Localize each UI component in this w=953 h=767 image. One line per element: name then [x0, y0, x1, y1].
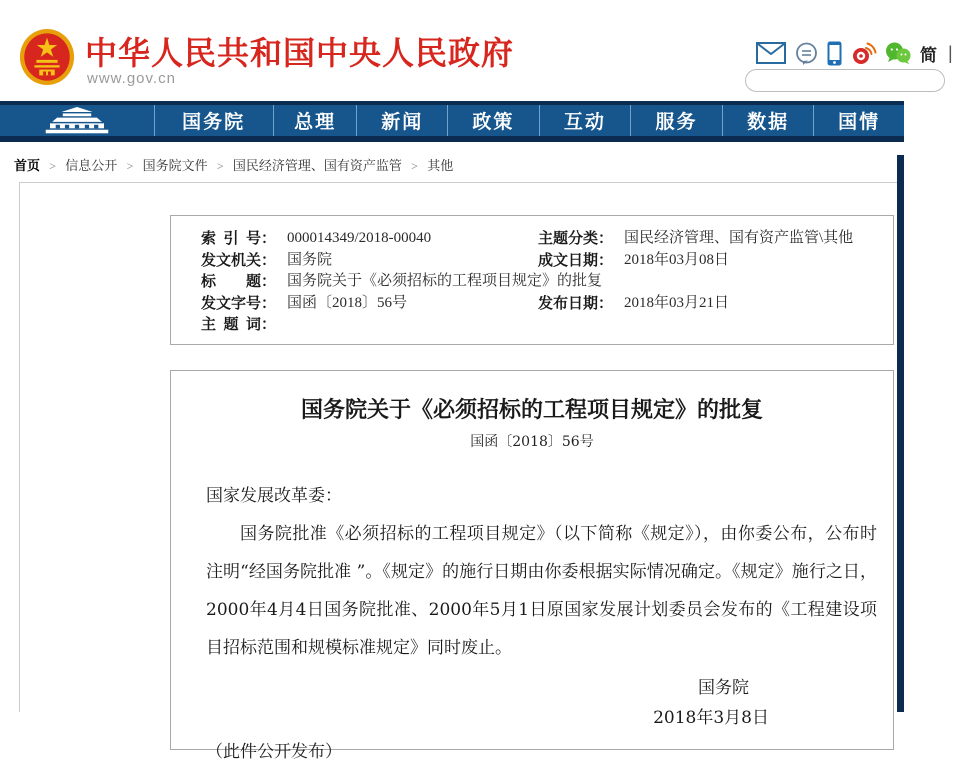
nav-item-data[interactable]: 数据 [722, 105, 814, 136]
header-divider: | [948, 42, 953, 63]
document-salutation: 国家发展改革委： [206, 486, 342, 506]
nav-item-state-council[interactable]: 国务院 [154, 105, 273, 136]
site-title[interactable]: 中华人民共和国中央人民政府 [85, 35, 515, 71]
meta-value-document-number: 国函〔2018〕56号 [287, 294, 408, 311]
meta-label-issuing-agency: 发文机关 [201, 251, 262, 269]
breadcrumb-home[interactable]: 首页 [14, 158, 41, 173]
document-metadata-table [170, 215, 894, 345]
meta-label-index-number: 索引号 [201, 230, 261, 247]
meta-value-title: 国务院关于《必须招标的工程项目规定》的批复 [287, 273, 603, 289]
wechat-icon[interactable] [885, 42, 911, 64]
national-emblem-icon[interactable] [18, 26, 76, 88]
meta-row: 发文字号 ： 国函〔2018〕56号 发布日期 ： 2018年03月21日 [201, 293, 883, 315]
breadcrumb-separator: > [411, 159, 418, 173]
nav-home-gate[interactable] [0, 105, 154, 136]
meta-label-document-number: 发文字号 [201, 294, 262, 312]
meta-row: 标题 ： 国务院关于《必须招标的工程项目规定》的批复 [201, 271, 883, 293]
simplified-chinese-toggle[interactable]: 简 [920, 45, 937, 65]
comment-icon[interactable] [795, 42, 818, 65]
meta-value-written-date: 2018年03月08日 [624, 251, 730, 268]
document-content [170, 370, 894, 762]
weibo-icon[interactable] [851, 41, 876, 65]
document-title: 国务院关于《必须招标的工程项目规定》的批复 [300, 397, 763, 423]
mobile-icon[interactable] [827, 41, 842, 66]
breadcrumb [0, 142, 904, 182]
meta-label-keywords: 主题词 [201, 316, 261, 333]
breadcrumb-separator: > [49, 159, 57, 173]
breadcrumb-other[interactable]: 其他 [427, 158, 454, 173]
meta-label-written-date: 成文日期 [538, 251, 599, 269]
nav-item-services[interactable]: 服务 [630, 105, 722, 136]
meta-row: 主题词 ： [201, 314, 883, 336]
nav-item-national-conditions[interactable]: 国情 [813, 105, 904, 136]
nav-item-policy[interactable]: 政策 [447, 105, 539, 136]
nav-item-interaction[interactable]: 互动 [539, 105, 631, 136]
tiananmen-icon [40, 107, 114, 134]
meta-label-publish-date: 发布日期 [538, 294, 599, 312]
search-input[interactable] [745, 69, 945, 92]
meta-row: 索引号 ： 000014349/2018-00040 主题分类 ： 国民经济管理、国有资产监管\其他 [201, 228, 883, 250]
breadcrumb-separator: > [126, 159, 134, 173]
meta-label-title: 标题 [201, 273, 261, 290]
meta-value-index-number: 000014349/2018-00040 [287, 230, 432, 246]
document-paragraph: 国务院批准《必须招标的工程项目规定》（以下简称《规定》），由你委公布，公布时注明“经国务院批准 ”。《规定》的施行日期由你委根据实际情况确定。《规定》施行之日，2000年4月4日国务院批准、2000年5月1日原国家发展计划委员会发布的《工程建设项目招标范围和规模标准规定》同时废止。 [206, 524, 877, 658]
header-icon-row [756, 40, 953, 66]
breadcrumb-category[interactable]: 国民经济管理、国有资产监管 [232, 158, 402, 173]
meta-row: 发文机关 ： 国务院 成文日期 ： 2018年03月08日 [201, 250, 883, 272]
breadcrumb-info-disclosure[interactable]: 信息公开 [65, 158, 118, 173]
meta-value-publish-date: 2018年03月21日 [624, 294, 730, 311]
signature-name: 国务院 [698, 678, 749, 698]
site-header [0, 0, 953, 101]
nav-item-premier[interactable]: 总理 [273, 105, 357, 136]
meta-value-issuing-agency: 国务院 [287, 251, 333, 268]
meta-value-topic-category: 国民经济管理、国有资产监管\其他 [624, 230, 854, 246]
site-url[interactable]: www.gov.cn [87, 70, 176, 87]
page-edge-strip [897, 155, 904, 712]
signature-date: 2018年3月8日 [653, 708, 769, 728]
breadcrumb-state-council-documents[interactable]: 国务院文件 [142, 158, 208, 173]
main-nav [0, 101, 904, 142]
publication-note: （此件公开发布） [206, 742, 342, 762]
breadcrumb-separator: > [216, 159, 224, 173]
meta-label-topic-category: 主题分类 [538, 230, 599, 247]
mail-icon[interactable] [756, 42, 786, 64]
nav-item-news[interactable]: 新闻 [356, 105, 447, 136]
document-number: 国函〔2018〕56号 [470, 434, 594, 450]
